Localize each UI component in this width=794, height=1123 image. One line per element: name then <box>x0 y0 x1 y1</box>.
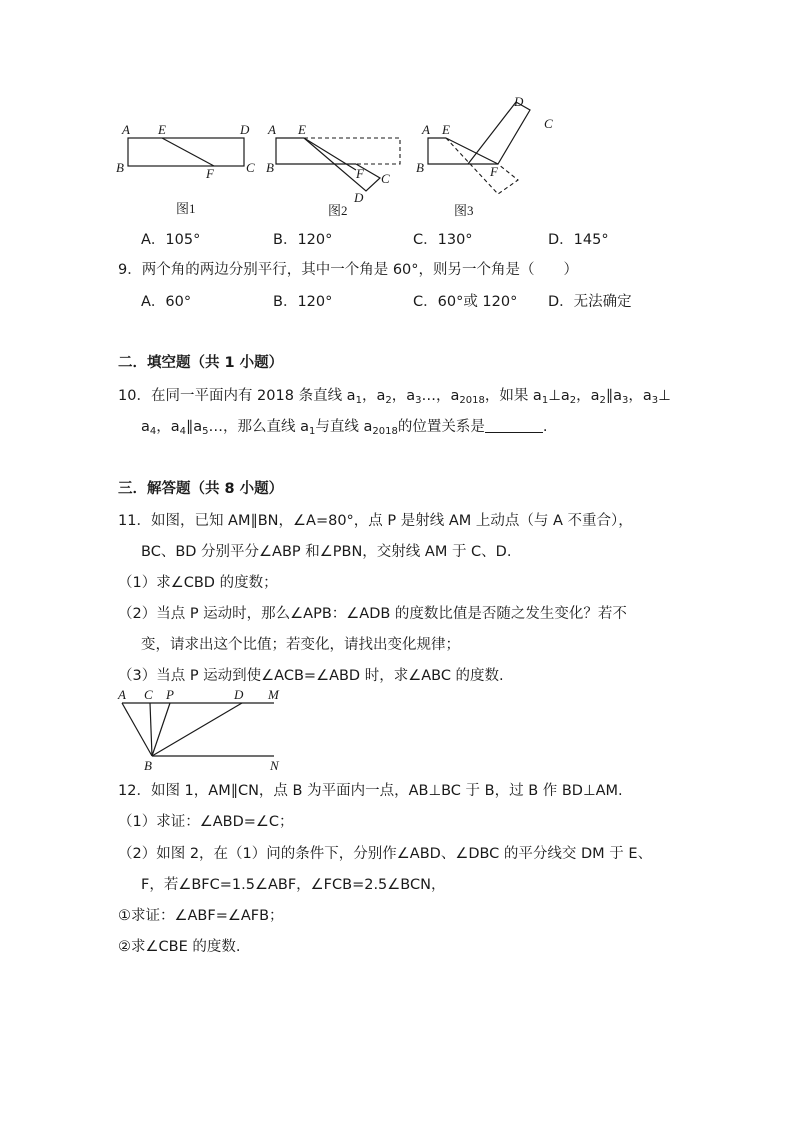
q10-sub: 3 <box>622 395 629 406</box>
q10-text: ⊥ <box>658 388 671 404</box>
q10-text: a <box>141 419 150 435</box>
fig1-label-D: D <box>240 122 250 137</box>
figure-3 <box>416 94 553 218</box>
q9-option-c: C．60°或 120° <box>413 294 518 310</box>
q11-label-M: M <box>268 687 279 702</box>
q10-sub: 2 <box>385 395 392 406</box>
q10-text: ，a <box>361 388 386 404</box>
answer-blank[interactable] <box>485 418 543 433</box>
fig3-label-E: E <box>442 122 450 137</box>
q9-option-d: D．无法确定 <box>548 294 632 310</box>
fig3-caption: 图3 <box>454 203 474 218</box>
figure-2 <box>266 122 400 218</box>
fig3-label-D: D <box>514 94 524 109</box>
q10-text: ，a <box>156 419 180 435</box>
q10-sub: 1 <box>309 426 316 437</box>
q10-sub: 1 <box>541 395 549 406</box>
q10-text: . <box>542 419 548 435</box>
q8-option-b: B．120° <box>273 232 333 248</box>
segment-BP <box>152 703 170 756</box>
q10-text: ∥a <box>186 419 203 435</box>
fig1-caption: 图1 <box>176 201 196 216</box>
q10-text: ∥a <box>605 388 623 404</box>
q12-part-2: ②求∠CBE 的度数. <box>118 939 241 955</box>
folding-figures <box>110 92 570 222</box>
fig2-label-E: E <box>298 122 306 137</box>
segment-BD <box>152 703 242 756</box>
q9-option-b: B．120° <box>273 294 333 310</box>
q8-option-c: C．130° <box>413 232 473 248</box>
fig3-label-F: F <box>490 164 498 179</box>
q11-sub-2-line-1: （2）当点 P 运动时，那么∠APB：∠ADB 的度数比值是否随之发生变化？若不 <box>118 606 627 622</box>
q10-sub: 2 <box>569 395 577 406</box>
q10-text: ⊥a <box>548 388 570 404</box>
q10-text: ，a <box>628 388 652 404</box>
q10-sub: 4 <box>179 426 187 437</box>
q11-label-P: P <box>166 687 174 702</box>
q11-sub-3: （3）当点 P 运动到使∠ACB=∠ABD 时，求∠ABC 的度数. <box>118 668 504 684</box>
q11-sub-2-line-2: 变，请求出这个比值；若变化，请找出变化规律； <box>141 637 460 653</box>
figure-1 <box>116 122 255 216</box>
q11-label-A: A <box>118 687 126 702</box>
fig1-label-C: C <box>246 160 255 175</box>
fig1-label-B: B <box>116 160 124 175</box>
q9-option-a: A．60° <box>141 294 192 310</box>
q11-label-B: B <box>144 758 152 773</box>
q10-text: …，那么直线 a <box>208 419 310 435</box>
q12-sub-2-line-1: （2）如图 2，在（1）问的条件下，分别作∠ABD、∠DBC 的平分线交 DM 于 E、 <box>118 846 653 862</box>
q10-text: ，如果 a <box>484 388 542 404</box>
q10-text: 与直线 a <box>315 419 373 435</box>
fig1-label-E: E <box>158 122 166 137</box>
q11-label-D: D <box>234 687 244 702</box>
section-2-heading: 二．填空题（共 1 小题） <box>118 355 284 371</box>
fig3-label-B: B <box>416 160 424 175</box>
q12-sub-2-line-2: F，若∠BFC=1.5∠ABF，∠FCB=2.5∠BCN， <box>141 877 446 893</box>
fig3-label-A: A <box>422 122 430 137</box>
q10-sub: 3 <box>651 395 659 406</box>
q10-text: 10．在同一平面内有 2018 条直线 a <box>118 388 356 404</box>
q8-option-d: D．145° <box>548 232 609 248</box>
q11-stem-line-2: BC、BD 分别平分∠ABP 和∠PBN，交射线 AM 于 C、D. <box>141 544 512 560</box>
q10-sub: 5 <box>202 426 209 437</box>
fig2-label-A: A <box>268 122 276 137</box>
q11-stem-line-1: 11．如图，已知 AM∥BN，∠A=80°，点 P 是射线 AM 上动点（与 A 不重合）， <box>118 513 633 529</box>
q12-part-1: ①求证：∠ABF=∠AFB； <box>118 908 284 924</box>
q10-text: 的位置关系是 <box>397 419 485 435</box>
fig3-label-C: C <box>544 116 553 131</box>
fig2-label-C: C <box>381 171 390 186</box>
q12-sub-1: （1）求证：∠ABD=∠C； <box>118 814 294 830</box>
q10-text: ，a <box>576 388 600 404</box>
fig1-label-A: A <box>122 122 130 137</box>
fig2-label-F: F <box>356 166 364 181</box>
q10-text: …，a <box>421 388 460 404</box>
section-3-heading: 三．解答题（共 8 小题） <box>118 481 284 497</box>
q12-stem: 12．如图 1，AM∥CN，点 B 为平面内一点，AB⊥BC 于 B，过 B 作 BD⊥AM. <box>118 783 623 799</box>
segment-AB <box>122 703 152 756</box>
q10-line-1 <box>118 384 671 405</box>
q11-label-C: C <box>144 687 153 702</box>
q11-label-N: N <box>270 758 279 773</box>
q10-sub: 4 <box>149 426 157 437</box>
q10-sub: 2018 <box>459 395 485 406</box>
fig2-caption: 图2 <box>328 203 348 218</box>
q10-text: ，a <box>391 388 416 404</box>
q8-option-a: A．105° <box>141 232 201 248</box>
fig1-label-F: F <box>206 166 214 181</box>
q10-sub: 2 <box>599 395 606 406</box>
fig2-label-B: B <box>266 160 274 175</box>
q11-figure <box>110 684 295 774</box>
q10-line-2 <box>141 415 547 436</box>
fig2-label-D: D <box>354 190 364 205</box>
segment-BC <box>150 703 152 756</box>
q10-sub: 1 <box>355 395 362 406</box>
q9-stem: 9．两个角的两边分别平行，其中一个角是 60°，则另一个角是（ ） <box>118 262 579 278</box>
q10-sub: 2018 <box>372 426 398 437</box>
q10-sub: 3 <box>415 395 422 406</box>
q11-sub-1: （1）求∠CBD 的度数； <box>118 575 278 591</box>
